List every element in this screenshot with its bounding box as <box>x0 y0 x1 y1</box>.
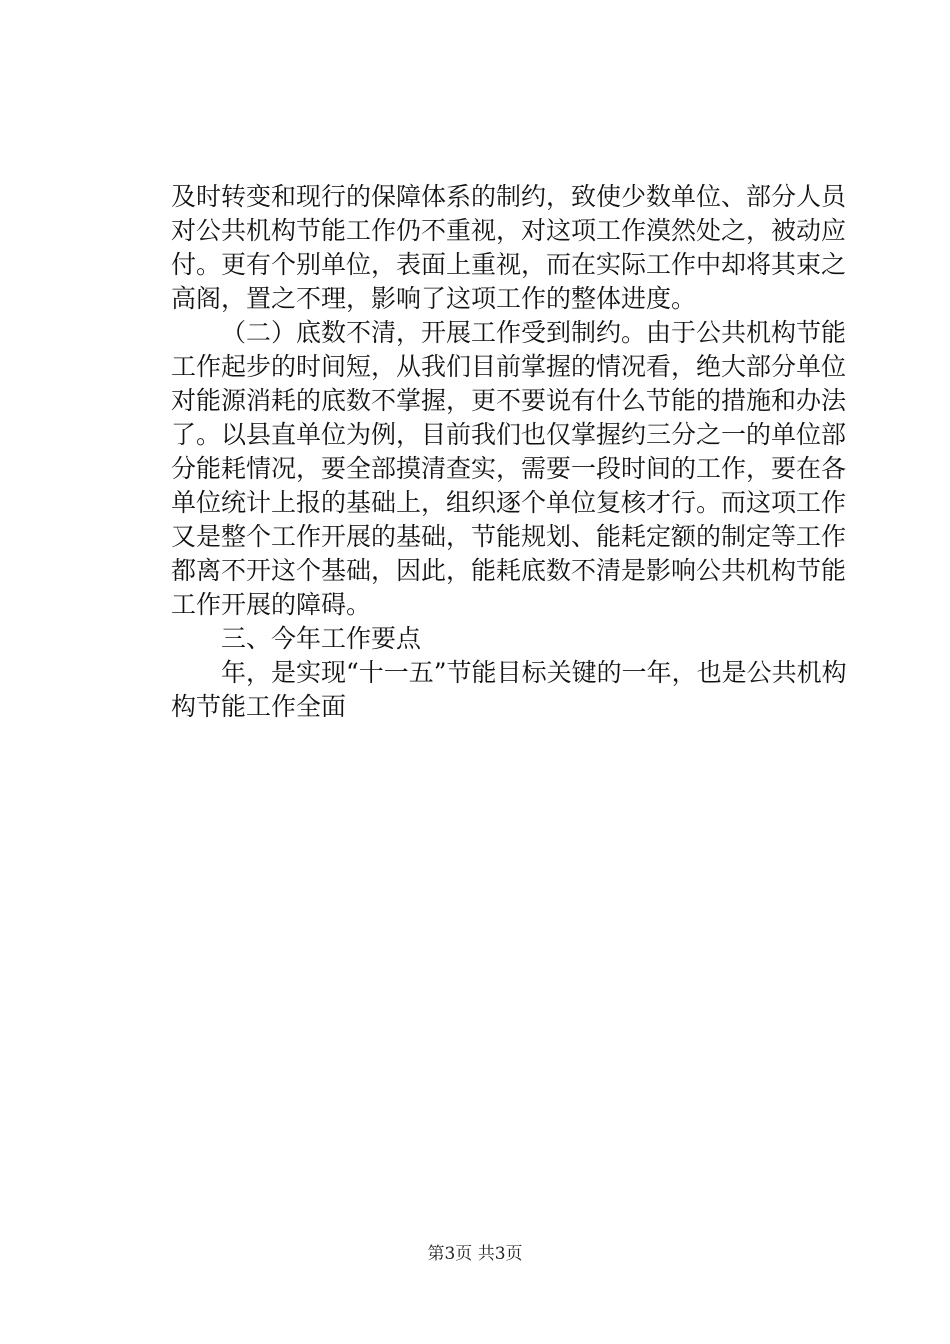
section-heading-two-line: （二）底数不清，开展工作受到制约。由于公共机构节能 <box>221 318 847 347</box>
body-text-line: 高阁，置之不理，影响了这项工作的整体进度。 <box>171 284 697 313</box>
section-heading-three: 三、今年工作要点 <box>221 624 422 653</box>
body-text-line: 及时转变和现行的保障体系的制约，致使少数单位、部分人员 <box>171 182 847 211</box>
body-text-line: 对能源消耗的底数不掌握，更不要说有什么节能的措施和办法 <box>171 386 847 415</box>
body-text-line: 工作起步的时间短，从我们目前掌握的情况看，绝大部分单位 <box>171 352 847 381</box>
body-text-line: 了。以县直单位为例，目前我们也仅掌握约三分之一的单位部 <box>171 420 847 449</box>
body-text-line: 单位统计上报的基础上，组织逐个单位复核才行。而这项工作 <box>171 488 847 517</box>
body-text-line: 构节能工作全面 <box>171 692 347 721</box>
body-text-line: 分能耗情况，要全部摸清查实，需要一段时间的工作，要在各 <box>171 454 847 483</box>
body-text-line: 付。更有个别单位，表面上重视，而在实际工作中却将其束之 <box>171 250 847 279</box>
page-footer: 第3页 共3页 <box>427 1244 523 1264</box>
body-text-line: 对公共机构节能工作仍不重视，对这项工作漠然处之，被动应 <box>171 216 847 245</box>
body-text-line: 年，是实现“十一五”节能目标关键的一年，也是公共机构 <box>221 658 847 687</box>
body-text-line: 都离不开这个基础，因此，能耗底数不清是影响公共机构节能 <box>171 556 847 585</box>
body-text-line: 工作开展的障碍。 <box>171 590 372 619</box>
body-text-line: 又是整个工作开展的基础，节能规划、能耗定额的制定等工作 <box>171 522 847 551</box>
